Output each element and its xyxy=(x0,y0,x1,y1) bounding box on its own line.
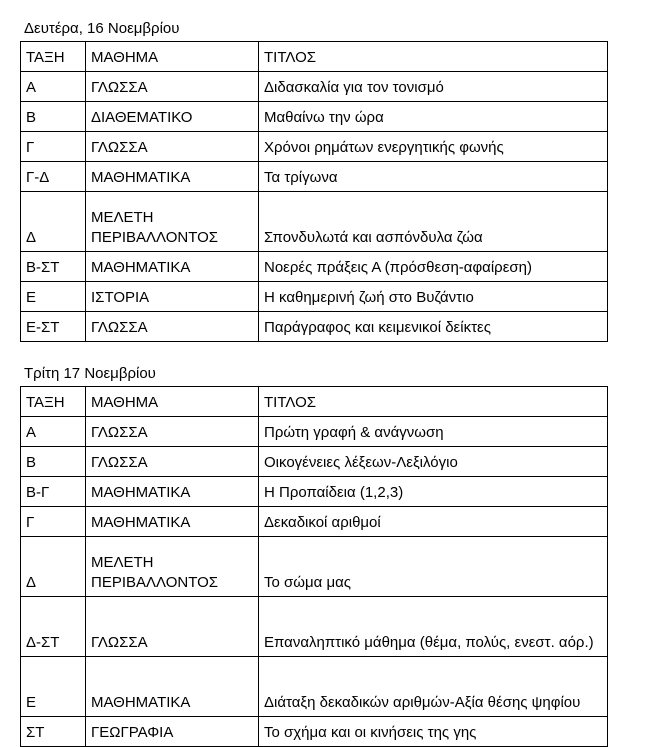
table-row xyxy=(21,537,608,597)
table-row xyxy=(21,72,608,102)
column-header-title: ΤΙΤΛΟΣ xyxy=(259,42,608,72)
subject-cell: ΓΛΩΣΣΑ xyxy=(86,312,259,342)
subject-cell: ΜΑΘΗΜΑΤΙΚΑ xyxy=(86,507,259,537)
title-cell: Πρώτη γραφή & ανάγνωση xyxy=(259,417,608,447)
class-cell: Γ-Δ xyxy=(21,162,86,192)
subject-cell: ΜΕΛΕΤΗ ΠΕΡΙΒΑΛΛΟΝΤΟΣ xyxy=(86,537,259,597)
class-cell: Β-Γ xyxy=(21,477,86,507)
subject-cell: ΙΣΤΟΡΙΑ xyxy=(86,282,259,312)
table-row xyxy=(21,447,608,477)
class-cell: Δ xyxy=(21,537,86,597)
table-row xyxy=(21,282,608,312)
class-cell: Α xyxy=(21,417,86,447)
title-cell: Σπονδυλωτά και ασπόνδυλα ζώα xyxy=(259,192,608,252)
table-row xyxy=(21,132,608,162)
subject-cell: ΓΛΩΣΣΑ xyxy=(86,132,259,162)
class-cell: Ε xyxy=(21,657,86,717)
subject-cell: ΜΕΛΕΤΗ ΠΕΡΙΒΑΛΛΟΝΤΟΣ xyxy=(86,192,259,252)
class-cell: Ε-ΣΤ xyxy=(21,312,86,342)
schedule-table-monday xyxy=(20,41,608,342)
title-cell: Νοερές πράξεις Α (πρόσθεση-αφαίρεση) xyxy=(259,252,608,282)
table-row xyxy=(21,417,608,447)
class-cell: Γ xyxy=(21,507,86,537)
column-header-title: ΤΙΤΛΟΣ xyxy=(259,387,608,417)
day-heading-monday: Δευτέρα, 16 Νοεμβρίου xyxy=(24,20,180,37)
subject-cell: ΓΛΩΣΣΑ xyxy=(86,72,259,102)
class-cell: ΣΤ xyxy=(21,717,86,747)
class-cell: Δ-ΣΤ xyxy=(21,597,86,657)
class-cell: Β xyxy=(21,102,86,132)
subject-cell: ΔΙΑΘΕΜΑΤΙΚΟ xyxy=(86,102,259,132)
title-cell: Το σώμα μας xyxy=(259,537,608,597)
title-cell: Οικογένειες λέξεων-Λεξιλόγιο xyxy=(259,447,608,477)
table-row xyxy=(21,312,608,342)
table-header-row xyxy=(21,42,608,72)
column-header-class: ΤΑΞΗ xyxy=(21,42,86,72)
subject-cell: ΜΑΘΗΜΑΤΙΚΑ xyxy=(86,657,259,717)
subject-cell: ΜΑΘΗΜΑΤΙΚΑ xyxy=(86,162,259,192)
class-cell: Γ xyxy=(21,132,86,162)
title-cell: Χρόνοι ρημάτων ενεργητικής φωνής xyxy=(259,132,608,162)
day-heading-tuesday: Τρίτη 17 Νοεμβρίου xyxy=(24,365,156,382)
table-row xyxy=(21,717,608,747)
column-header-class: ΤΑΞΗ xyxy=(21,387,86,417)
table-row xyxy=(21,162,608,192)
title-cell: Παράγραφος και κειμενικοί δείκτες xyxy=(259,312,608,342)
table-row xyxy=(21,507,608,537)
class-cell: Α xyxy=(21,72,86,102)
column-header-subject: ΜΑΘΗΜΑ xyxy=(86,387,259,417)
class-cell: Ε xyxy=(21,282,86,312)
class-cell: Β-ΣΤ xyxy=(21,252,86,282)
title-cell: Η Προπαίδεια (1,2,3) xyxy=(259,477,608,507)
subject-cell: ΓΛΩΣΣΑ xyxy=(86,597,259,657)
title-cell: Τα τρίγωνα xyxy=(259,162,608,192)
subject-cell: ΓΕΩΓΡΑΦΙΑ xyxy=(86,717,259,747)
table-header-row xyxy=(21,387,608,417)
class-cell: Δ xyxy=(21,192,86,252)
table-row xyxy=(21,657,608,717)
table-row xyxy=(21,192,608,252)
column-header-subject: ΜΑΘΗΜΑ xyxy=(86,42,259,72)
title-cell: Μαθαίνω την ώρα xyxy=(259,102,608,132)
subject-cell: ΜΑΘΗΜΑΤΙΚΑ xyxy=(86,477,259,507)
subject-cell: ΜΑΘΗΜΑΤΙΚΑ xyxy=(86,252,259,282)
title-cell: Διδασκαλία για τον τονισμό xyxy=(259,72,608,102)
table-row xyxy=(21,252,608,282)
subject-cell: ΓΛΩΣΣΑ xyxy=(86,417,259,447)
subject-cell: ΓΛΩΣΣΑ xyxy=(86,447,259,477)
title-cell: Επαναληπτικό μάθημα (θέμα, πολύς, ενεστ. αόρ.) xyxy=(259,597,608,657)
title-cell: Δεκαδικοί αριθμοί xyxy=(259,507,608,537)
title-cell: Το σχήμα και οι κινήσεις της γης xyxy=(259,717,608,747)
schedule-table-tuesday xyxy=(20,386,608,747)
title-cell: Διάταξη δεκαδικών αριθμών-Αξία θέσης ψηφίου xyxy=(259,657,608,717)
class-cell: Β xyxy=(21,447,86,477)
table-row xyxy=(21,102,608,132)
title-cell: Η καθημερινή ζωή στο Βυζάντιο xyxy=(259,282,608,312)
table-row xyxy=(21,477,608,507)
table-row xyxy=(21,597,608,657)
